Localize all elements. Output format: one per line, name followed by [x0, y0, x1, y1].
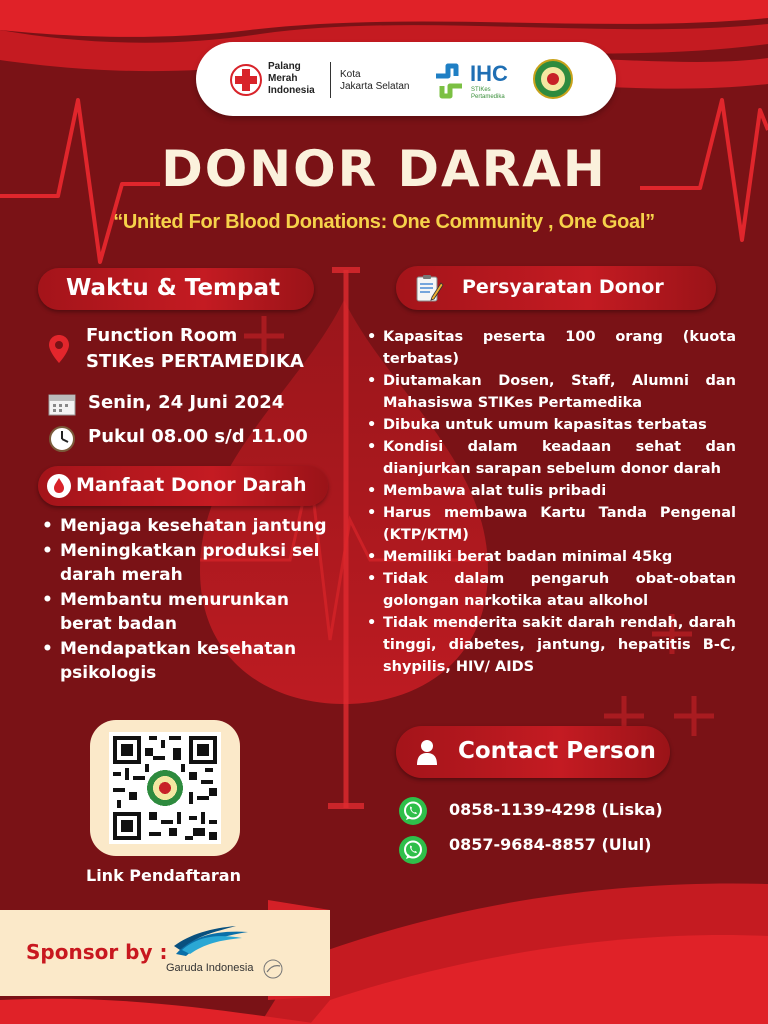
- clock-icon: [48, 425, 76, 453]
- logo-divider: [330, 62, 331, 98]
- registration-link-label[interactable]: Link Pendaftaran: [86, 866, 241, 885]
- list-item: • Tidak dalam pengaruh obat-obatan golongan narkotika atau alkohol: [366, 568, 736, 612]
- list-item: • Dibuka untuk umum kapasitas terbatas: [366, 414, 736, 436]
- whatsapp-icon[interactable]: [399, 797, 427, 825]
- city-line-2: Jakarta Selatan: [340, 81, 410, 92]
- stikes-line-2: Pertamedika: [471, 94, 505, 100]
- pmi-line-2: Merah: [268, 73, 298, 84]
- pmi-line-3: Indonesia: [268, 85, 315, 96]
- page-title: DONOR DARAH: [161, 140, 607, 198]
- benefits-heading: Manfaat Donor Darah: [76, 474, 307, 496]
- list-item: • Meningkatkan produksi sel darah merah: [40, 539, 340, 587]
- location-pin-icon: [48, 334, 70, 364]
- benefits-heading-pill: [38, 466, 328, 506]
- contact-heading: Contact Person: [458, 738, 656, 764]
- list-item: • Tidak menderita sakit darah rendah, darah tinggi, diabetes, jantung, hepatitis B-C, shypilis, HIV/ AIDS: [366, 612, 736, 678]
- stikes-text: [471, 87, 505, 101]
- sponsor-name: Garuda Indonesia: [166, 962, 254, 974]
- list-item: • Harus membawa Kartu Tanda Pengenal (KTP/KTM): [366, 502, 736, 546]
- pmi-line-1: Palang: [268, 61, 301, 72]
- schedule-heading-pill: [38, 268, 314, 310]
- list-item: • Membawa alat tulis pribadi: [366, 480, 736, 502]
- skyteam-icon: [262, 958, 284, 980]
- list-item: • Kapasitas peserta 100 orang (kuota terbatas): [366, 326, 736, 370]
- blood-drop-icon: [46, 473, 72, 499]
- contact-phone-1[interactable]: 0858-1139-4298 (Liska): [449, 800, 663, 819]
- pmi-cross-icon: [230, 64, 262, 96]
- person-icon: [416, 739, 438, 765]
- list-item: • Kondisi dalam keadaan sehat dan dianjurkan sarapan sebelum donor darah: [366, 436, 736, 480]
- requirements-list: [366, 326, 736, 678]
- event-time: Pukul 08.00 s/d 11.00: [88, 426, 308, 447]
- list-item: • Mendapatkan kesehatan psikologis: [40, 637, 340, 685]
- stikes-emblem-icon: [532, 58, 574, 100]
- ihc-text: IHC: [470, 61, 508, 86]
- list-item: • Diutamakan Dosen, Staff, Alumni dan Mahasiswa STIKes Pertamedika: [366, 370, 736, 414]
- clipboard-pencil-icon: [414, 273, 444, 303]
- qr-code-icon[interactable]: [109, 732, 221, 844]
- schedule-heading: Waktu & Tempat: [66, 275, 280, 301]
- qr-frame[interactable]: [90, 720, 240, 856]
- ihc-logo-icon: [430, 62, 468, 100]
- contact-phone-2[interactable]: 0857-9684-8857 (Ulul): [449, 835, 652, 854]
- list-item: • Membantu menurunkan berat badan: [40, 588, 340, 636]
- pmi-logo-text: [268, 61, 315, 97]
- logo-bar: [196, 42, 616, 116]
- event-date: Senin, 24 Juni 2024: [88, 392, 285, 413]
- place-line-1: Function Room: [86, 325, 238, 346]
- stikes-line-1: STIKes: [471, 87, 491, 93]
- calendar-icon: [48, 392, 76, 416]
- contact-heading-pill: [396, 726, 670, 778]
- requirements-heading: Persyaratan Donor: [462, 276, 664, 298]
- whatsapp-icon[interactable]: [399, 836, 427, 864]
- sponsor-band: [0, 910, 330, 996]
- sponsor-label: Sponsor by :: [26, 940, 168, 964]
- garuda-logo-icon: [172, 924, 252, 960]
- city-logo-text: [340, 69, 410, 93]
- list-item: • Menjaga kesehatan jantung: [40, 514, 340, 538]
- tagline: “United For Blood Donations: One Community , One Goal”: [113, 211, 655, 233]
- list-item: • Memiliki berat badan minimal 45kg: [366, 546, 736, 568]
- benefits-list: [40, 514, 340, 686]
- city-line-1: Kota: [340, 69, 361, 80]
- place-line-2: STIKes PERTAMEDIKA: [86, 351, 304, 372]
- requirements-heading-pill: [396, 266, 716, 310]
